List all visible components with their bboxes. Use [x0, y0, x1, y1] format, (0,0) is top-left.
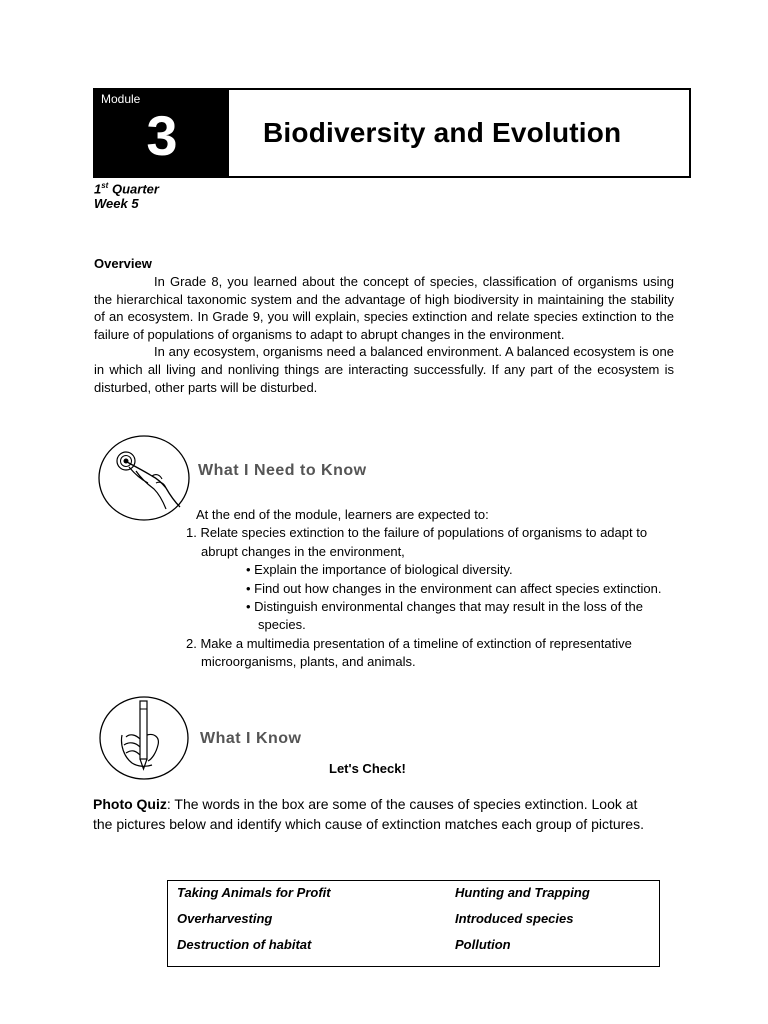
- objective-item: 2. Make a multimedia presentation of a timeline of extinction of representative microorganisms, plants, and animals.: [186, 635, 632, 670]
- causes-box: [167, 880, 660, 967]
- photo-quiz-text: : The words in the box are some of the causes of species extinction. Look at the pictures below and identify which cause of extinction matches each group of pictures.: [93, 796, 644, 832]
- photo-quiz-instructions: [93, 795, 653, 834]
- sub-objective-item: • Distinguish environmental changes that may result in the loss of the species.: [246, 599, 643, 633]
- module-label: Module: [101, 92, 141, 106]
- quarter-number: 1: [94, 181, 102, 197]
- cause-item: Taking Animals for Profit: [177, 885, 331, 900]
- cause-item: Overharvesting: [177, 911, 273, 926]
- module-header: [93, 88, 691, 178]
- overview-paragraph: In any ecosystem, organisms need a balanced environment. A balanced ecosystem is one in which all living and nonliving things are interacting successfully. If any part of the ecosystem is disturbed, other parts will be disturbed.: [94, 344, 674, 395]
- objective-item: 1. Relate species extinction to the failure of populations of organisms to adapt to abrupt changes in the environment,: [186, 525, 648, 559]
- objectives-intro: At the end of the module, learners are expected to:: [196, 507, 489, 522]
- cause-item: Pollution: [455, 937, 511, 952]
- quarter-suffix: st: [101, 181, 109, 190]
- lets-check-heading: Let's Check!: [329, 761, 406, 776]
- cause-item: Introduced species: [455, 911, 574, 926]
- overview-paragraph: In Grade 8, you learned about the concept of species, classification of organisms using the hierarchical taxonomic system and the advantage of high biodiversity in maintaining the stability of an ecosystem. In Grade 9, you will explain, species extinction and relate species extinction to the failure of populations of organisms to adapt to abrupt changes in the environment.: [94, 274, 674, 342]
- need-to-know-heading: What I Need to Know: [198, 462, 367, 479]
- pointing-hand-icon: [96, 433, 196, 523]
- module-number: 3: [146, 104, 178, 167]
- quarter-label: Quarter: [108, 181, 159, 197]
- what-i-know-heading: What I Know: [200, 730, 302, 747]
- overview-title: Overview: [94, 256, 152, 271]
- cause-item: Destruction of habitat: [177, 937, 312, 952]
- week-label: Week 5: [94, 196, 139, 212]
- module-title: Biodiversity and Evolution: [263, 117, 622, 148]
- cause-item: Hunting and Trapping: [455, 885, 590, 900]
- module-badge: [95, 90, 229, 176]
- quarter-info: [94, 178, 159, 211]
- overview-body: [94, 273, 674, 396]
- sub-objective-item: • Explain the importance of biological diversity.: [246, 562, 513, 578]
- sub-objective-item: • Find out how changes in the environment can affect species extinction.: [246, 580, 662, 596]
- photo-quiz-label: Photo Quiz: [93, 796, 167, 812]
- quarter-line: [94, 178, 159, 196]
- learning-objectives: [186, 506, 686, 672]
- hand-holding-pencil-icon: [96, 695, 196, 781]
